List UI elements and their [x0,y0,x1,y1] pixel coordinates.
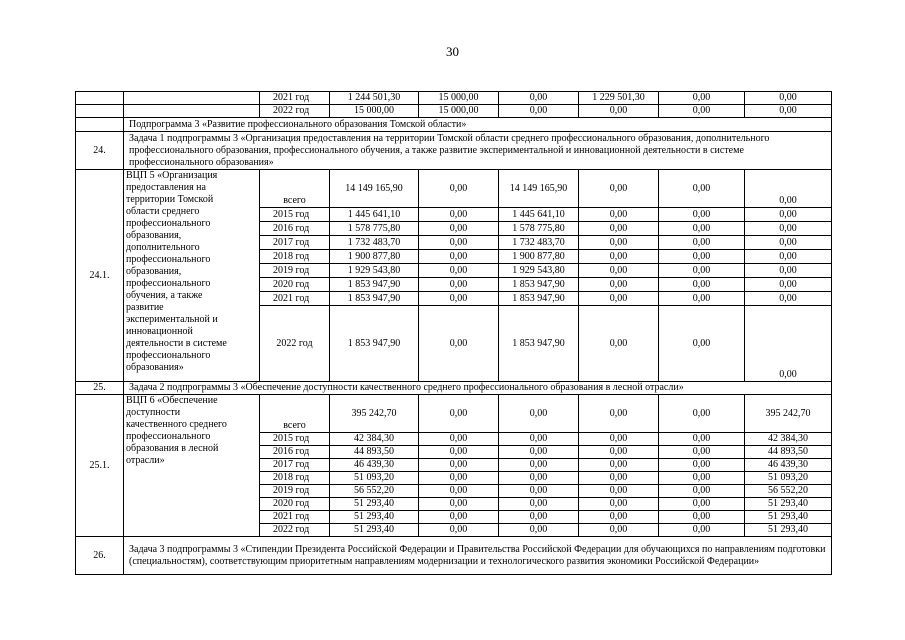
value-cell: 42 384,30 [745,433,832,446]
value-cell: 0,00 [659,250,745,264]
value-cell: 0,00 [499,498,579,511]
value-cell: 0,00 [579,222,659,236]
value-cell: 0,00 [659,208,745,222]
value-cell: 0,00 [659,278,745,292]
year-cell: 2019 год [260,485,330,498]
value-cell: 1 853 947,90 [330,278,419,292]
value-cell: 0,00 [419,524,499,537]
value-cell: 0,00 [579,459,659,472]
value-cell: 395 242,70 [330,395,419,433]
value-cell: 0,00 [659,92,745,105]
value-cell: 0,00 [745,292,832,306]
value-cell: 0,00 [659,524,745,537]
value-cell: 0,00 [419,395,499,433]
value-cell: 0,00 [419,236,499,250]
value-cell: 0,00 [659,170,745,208]
value-cell: 1 900 877,80 [330,250,419,264]
subprogram-row [76,118,832,132]
task-text: Задача 2 подпрограммы 3 «Обеспечение доступности качественного среднего профессионального образования в лесной отрасли» [124,382,832,395]
empty-cell [124,92,260,105]
value-cell: 0,00 [579,485,659,498]
value-cell: 0,00 [579,292,659,306]
value-cell: 0,00 [579,278,659,292]
year-cell: 2020 год [260,498,330,511]
subprogram-title: Подпрограмма 3 «Развитие профессионального образования Томской области» [124,118,832,132]
program-label: ВЦП 6 «Обеспечение доступности качественного среднего профессионального образования в лесной отрасли» [124,395,260,537]
value-cell: 0,00 [499,395,579,433]
value-cell: 1 853 947,90 [499,292,579,306]
value-cell: 51 293,40 [330,524,419,537]
value-cell: 0,00 [499,485,579,498]
empty-cell [76,118,124,132]
value-cell: 0,00 [745,264,832,278]
year-cell: 2018 год [260,472,330,485]
value-cell: 44 893,50 [745,446,832,459]
value-cell: 15 000,00 [330,105,419,118]
value-cell: 1 929 543,80 [330,264,419,278]
value-cell: 46 439,30 [745,459,832,472]
value-cell: 0,00 [419,498,499,511]
value-cell: 0,00 [579,236,659,250]
value-cell: 1 732 483,70 [330,236,419,250]
value-cell: 0,00 [419,170,499,208]
value-cell: 1 578 775,80 [499,222,579,236]
value-cell: 0,00 [419,472,499,485]
value-cell: 51 293,40 [745,511,832,524]
program-total-row [76,395,832,433]
value-cell: 0,00 [499,472,579,485]
page-number: 30 [446,44,459,59]
value-cell: 0,00 [745,306,832,382]
value-cell: 0,00 [419,292,499,306]
value-cell: 1 929 543,80 [499,264,579,278]
value-cell: 0,00 [659,105,745,118]
value-cell: 0,00 [745,250,832,264]
task-row [76,382,832,395]
value-cell: 0,00 [659,395,745,433]
value-cell: 0,00 [659,472,745,485]
task-text: Задача 3 подпрограммы 3 «Стипендии Президента Российской Федерации и Правительства Российской Федерации для обучающихся по направлениям подготовки (специальностям), соответствующим приоритетным направлениям модернизации и технологического развития экономики Российской Федерации» [124,537,832,575]
year-cell: 2019 год [260,264,330,278]
year-cell: всего [260,395,330,433]
value-cell: 0,00 [419,208,499,222]
value-cell: 0,00 [579,250,659,264]
value-cell: 0,00 [745,222,832,236]
value-cell: 0,00 [419,306,499,382]
value-cell: 0,00 [499,92,579,105]
value-cell: 1 578 775,80 [330,222,419,236]
value-cell: 0,00 [745,105,832,118]
value-cell: 0,00 [659,236,745,250]
empty-cell [124,105,260,118]
value-cell: 0,00 [499,433,579,446]
year-cell: 2015 год [260,433,330,446]
task-row [76,537,832,575]
value-cell: 0,00 [659,446,745,459]
value-cell: 0,00 [579,472,659,485]
value-cell: 56 552,20 [330,485,419,498]
value-cell: 51 093,20 [330,472,419,485]
value-cell: 0,00 [499,524,579,537]
year-cell: 2016 год [260,222,330,236]
value-cell: 0,00 [419,433,499,446]
value-cell: 51 293,40 [330,511,419,524]
value-cell: 15 000,00 [419,105,499,118]
year-cell: 2022 год [260,524,330,537]
value-cell: 0,00 [499,105,579,118]
value-cell: 0,00 [499,511,579,524]
value-cell: 0,00 [419,250,499,264]
value-cell: 1 853 947,90 [499,306,579,382]
empty-cell [76,105,124,118]
value-cell: 1 445 641,10 [499,208,579,222]
value-cell: 0,00 [745,92,832,105]
table-row [76,92,832,105]
budget-table [75,91,832,575]
value-cell: 51 293,40 [745,498,832,511]
value-cell: 0,00 [579,446,659,459]
value-cell: 0,00 [419,511,499,524]
value-cell: 51 293,40 [330,498,419,511]
task-row [76,132,832,170]
value-cell: 0,00 [745,236,832,250]
value-cell: 0,00 [745,278,832,292]
value-cell: 0,00 [419,485,499,498]
value-cell: 0,00 [745,208,832,222]
value-cell: 14 149 165,90 [330,170,419,208]
value-cell: 0,00 [659,264,745,278]
value-cell: 0,00 [659,485,745,498]
value-cell: 0,00 [419,222,499,236]
year-cell: 2022 год [260,306,330,382]
value-cell: 0,00 [579,433,659,446]
value-cell: 0,00 [659,459,745,472]
value-cell: 0,00 [659,222,745,236]
value-cell: 1 900 877,80 [499,250,579,264]
value-cell: 0,00 [745,170,832,208]
row-number: 26. [76,537,124,575]
value-cell: 0,00 [659,511,745,524]
value-cell: 395 242,70 [745,395,832,433]
value-cell: 0,00 [579,170,659,208]
value-cell: 0,00 [579,524,659,537]
value-cell: 0,00 [579,511,659,524]
program-total-row [76,170,832,208]
value-cell: 0,00 [499,459,579,472]
value-cell: 0,00 [419,264,499,278]
value-cell: 1 853 947,90 [330,306,419,382]
year-cell: 2016 год [260,446,330,459]
value-cell: 44 893,50 [330,446,419,459]
value-cell: 1 732 483,70 [499,236,579,250]
year-cell: 2021 год [260,292,330,306]
year-cell: 2018 год [260,250,330,264]
year-cell: 2021 год [260,92,330,105]
program-label: ВЦП 5 «Организация предоставления на территории Томской области среднего профессионального образования, дополнительного профессионального образования, профессионального обучения, а также развитие экспериментальной и инновационной деятельности в системе профессионального образования» [124,170,260,382]
value-cell: 46 439,30 [330,459,419,472]
year-cell: 2015 год [260,208,330,222]
value-cell: 1 853 947,90 [330,292,419,306]
row-number: 25. [76,382,124,395]
value-cell: 1 244 501,30 [330,92,419,105]
value-cell: 42 384,30 [330,433,419,446]
value-cell: 0,00 [659,433,745,446]
year-cell: 2021 год [260,511,330,524]
value-cell: 0,00 [419,459,499,472]
year-cell: 2020 год [260,278,330,292]
value-cell: 0,00 [579,208,659,222]
value-cell: 1 445 641,10 [330,208,419,222]
task-text: Задача 1 подпрограммы 3 «Организация предоставления на территории Томской области среднего профессионального образования, дополнительного профессионального образования, профессионального обучения, а также развитие экспериментальной и инновационной деятельности в системе профессионального образования» [124,132,832,170]
value-cell: 51 093,20 [745,472,832,485]
value-cell: 0,00 [579,264,659,278]
value-cell: 56 552,20 [745,485,832,498]
table-row [76,105,832,118]
value-cell: 1 853 947,90 [499,278,579,292]
value-cell: 51 293,40 [745,524,832,537]
row-number: 25.1. [76,395,124,537]
year-cell: 2017 год [260,459,330,472]
value-cell: 0,00 [419,278,499,292]
value-cell: 14 149 165,90 [499,170,579,208]
value-cell: 1 229 501,30 [579,92,659,105]
empty-cell [76,92,124,105]
year-cell: 2022 год [260,105,330,118]
value-cell: 0,00 [659,498,745,511]
value-cell: 0,00 [579,498,659,511]
value-cell: 0,00 [579,395,659,433]
value-cell: 0,00 [659,306,745,382]
value-cell: 0,00 [579,306,659,382]
year-cell: всего [260,170,330,208]
row-number: 24. [76,132,124,170]
row-number: 24.1. [76,170,124,382]
value-cell: 0,00 [419,446,499,459]
value-cell: 0,00 [659,292,745,306]
value-cell: 0,00 [579,105,659,118]
value-cell: 0,00 [499,446,579,459]
value-cell: 15 000,00 [419,92,499,105]
year-cell: 2017 год [260,236,330,250]
